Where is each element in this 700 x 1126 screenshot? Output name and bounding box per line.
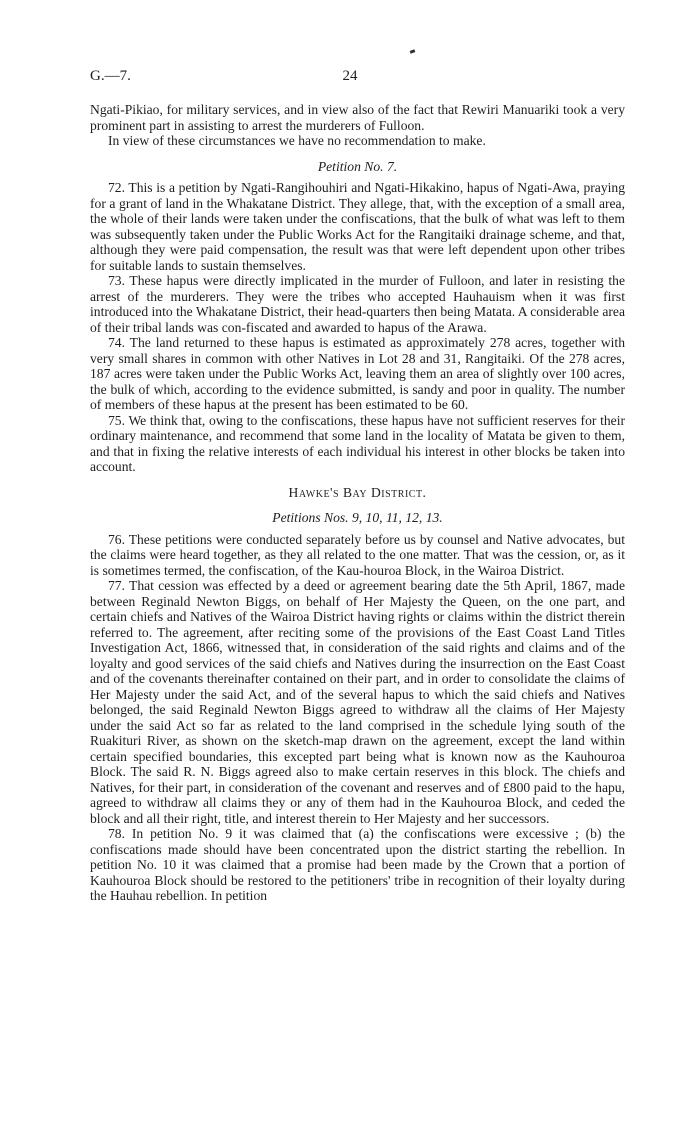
page-number: 24 [342,68,358,84]
document-reference: G.—7. [90,68,131,84]
district-heading: Hawke's Bay District. [288,484,427,500]
page-body [90,102,625,904]
section-heading-petition-7: Petition No. 7. [317,158,398,174]
page-header [90,68,610,88]
paragraph-78: 78. In petition No. 9 it was claimed that (a) the confiscations were excessive ; (b) the confiscations made should have been concentrated upon the district starting the rebellion. In petition No. 10 it was claimed that a promise had been made by the Crown that a portion of Kauhouroa Block should be restored to the petitioners' tribe in recognition of their loyalty during the Hauhau rebellion. In petition [90,826,625,903]
paragraph-76: 76. These petitions were conducted separately before us by counsel and Native advocates, but the claims were heard together, as they all related to the one matter. That was the cession, or, as it is sometimes termed, the confiscation, of the Kau-houroa Block, in the Wairoa District. [90,531,625,578]
paragraph-77: 77. That cession was effected by a deed or agreement bearing date the 5th April, 1867, made between Reginald Newton Biggs, on behalf of Her Majesty the Queen, on the one part, and certain chiefs and Natives of the Wairoa District having rights or claims within the district therein referred to. The agreement, after reciting some of the provisions of the East Coast Land Titles Investigation Act, 1866, witnessed that, in consideration of the said rights and claims and of the loyalty and good services of the said chiefs and Natives during the insurrection on the East Coast and of the covenants thereinafter contained on their part, and in order to consolidate the claims of Her Majesty under the said Act, and of the several hapus to which the said chiefs and Natives belonged, the said Reginald Newton Biggs agreed to withdraw all the claims of Her Majesty under the said Act so far as related to the land comprised in the schedule lying south of the Ruakituri River, as shown on the sketch-map drawn on the agreement, except the land within certain specified boundaries, this excepted part being what is known now as the Kauhouroa Block. The said R. N. Biggs agreed also to make certain reserves in this block. The chiefs and Natives, for their part, in consideration of the covenant and reserves and of £800 paid to the hapu, agreed to withdraw all claims they or any of them had in the Kauhouroa Block, and ceded the block and all their right, title, and interest therein to Her Majesty and her successors. [90,578,625,826]
stray-ink-mark [410,49,416,54]
paragraph-75: 75. We think that, owing to the confiscations, these hapus have not sufficient reserves for their ordinary maintenance, and recommend that some land in the locality of Matata be given to them, and that in fixing the relative interests of each individual his interest in other blocks be taken into account. [90,412,625,474]
paragraph-73: 73. These hapus were directly implicated in the murder of Fulloon, and later in resisting the arrest of the murderers. They were the tribes who accepted Hauhauism when it was first introduced into the Whakatane District, their head-quarters then being Matata. A considerable area of their tribal lands was con-fiscated and awarded to hapus of the Arawa. [90,273,625,335]
paragraph-74: 74. The land returned to these hapus is estimated as approximately 278 acres, together with very small shares in common with other Natives in Lot 28 and 31, Rangitaiki. Of the 278 acres, 187 acres were taken under the Public Works Act, leaving them an area of slightly over 100 acres, the bulk of which, according to the evidence submitted, is sandy and poor in quality. The number of members of these hapus at the present has been estimated to be 60. [90,335,625,412]
paragraph-recommendation: In view of these circumstances we have no recommendation to make. [108,133,486,148]
paragraph-72: 72. This is a petition by Ngati-Rangihouhiri and Ngati-Hikakino, hapus of Ngati-Awa, praying for a grant of land in the Whakatane District. They allege, that, with the exception of a small area, the whole of their lands were taken under the confiscations, that the bulk of what was left to them was subsequently taken under the Public Works Act for the Rangitaiki drainage scheme, and that, although they were paid compensation, the result was that were left dependent upon other tribes for suitable lands to sustain themselves. [90,180,625,273]
section-heading-petitions-9-13: Petitions Nos. 9, 10, 11, 12, 13. [272,510,443,525]
paragraph-continued: Ngati-Pikiao, for military services, and in view also of the fact that Rewiri Manuariki took a very prominent part in assisting to arrest the murderers of Fulloon. [90,102,625,133]
